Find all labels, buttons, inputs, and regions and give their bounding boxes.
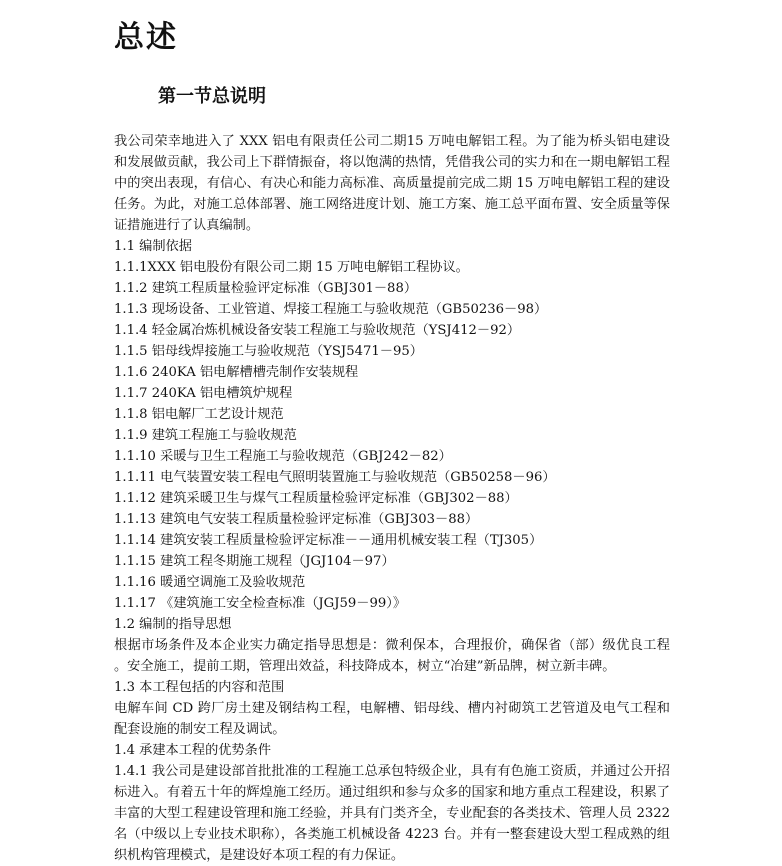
basis-item: 1.1.9 建筑工程施工与验收规范 [114, 428, 297, 443]
basis-item: 1.1.4 轻金属冶炼机械设备安装工程施工与验收规范（YSJ412－92） [114, 323, 521, 338]
chapter-title: 总述 [114, 20, 178, 55]
scope-paragraph: 电解车间 CD 跨厂房土建及钢结构工程，电解槽、铝母线、槽内衬砌筑工艺管道及电气工程和配套设施的制安工程及调试。 [114, 701, 670, 737]
basis-item: 1.1.15 建筑工程冬期施工规程（JGJ104－97） [114, 554, 395, 569]
basis-item: 1.1.8 铝电解厂工艺设计规范 [114, 407, 284, 422]
advantage-paragraph: 1.4.1 我公司是建设部首批批准的工程施工总承包特级企业，具有有色施工资质，并通过公开招标进入。有着五十年的辉煌施工经历。通过组织和参与众多的国家和地方重点工程建设，积累了丰富的大型工程建设管理和施工经验，并具有门类齐全，专业配套的各类技术、管理人员 2322 名（中级以上专业技术职称），各类施工机械设备 4223 台。并有一整套建设大型工程成熟的组织机构管理模式，是建设好本项工程的有力保证。 [114, 764, 670, 863]
basis-item: 1.1.1XXX 铝电股份有限公司二期 15 万吨电解铝工程协议。 [114, 260, 469, 275]
basis-item: 1.1.14 建筑安装工程质量检验评定标准－－通用机械安装工程（TJ305） [114, 533, 543, 548]
basis-item: 1.1.5 铝母线焊接施工与验收规范（YSJ5471－95） [114, 344, 423, 359]
section-title: 第一节总说明 [158, 86, 266, 107]
basis-item: 1.1.7 240KA 铝电槽筑炉规程 [114, 386, 293, 401]
heading-1-4: 1.4 承建本工程的优势条件 [114, 743, 272, 758]
heading-1-3: 1.3 本工程包括的内容和范围 [114, 680, 285, 695]
intro-paragraph: 我公司荣幸地进入了 XXX 铝电有限责任公司二期15 万吨电解铝工程。为了能为桥头铝电建设和发展做贡献，我公司上下群情振奋，将以饱满的热情，凭借我公司的实力和在一期电解铝工程中的突出表现，有信心、有决心和能力高标准、高质量提前完成二期 15 万吨电解铝工程的建设任务。为此，对施工总体部署、施工网络进度计划、施工方案、施工总平面布置、安全质量等保证措施进行了认真编制。 [114, 134, 670, 233]
basis-item: 1.1.13 建筑电气安装工程质量检验评定标准（GBJ303－88） [114, 512, 479, 527]
basis-item: 1.1.6 240KA 铝电解槽槽壳制作安装规程 [114, 365, 359, 380]
basis-item: 1.1.12 建筑采暖卫生与煤气工程质量检验评定标准（GBJ302－88） [114, 491, 518, 506]
heading-1-2: 1.2 编制的指导思想 [114, 617, 232, 632]
document-body [114, 131, 670, 866]
basis-item: 1.1.16 暖通空调施工及验收规范 [114, 575, 306, 590]
basis-item: 1.1.11 电气装置安装工程电气照明装置施工与验收规范（GB50258－96） [114, 470, 556, 485]
basis-item: 1.1.3 现场设备、工业管道、焊接工程施工与验收规范（GB50236－98） [114, 302, 548, 317]
guiding-paragraph: 根据市场条件及本企业实力确定指导思想是：微利保本，合理报价，确保省（部）级优良工程 。安全施工，提前工期，管理出效益，科技降成本，树立“冶建”新品牌，树立新丰碑。 [114, 638, 670, 674]
basis-item: 1.1.10 采暖与卫生工程施工与验收规范（GBJ242－82） [114, 449, 452, 464]
basis-item: 1.1.2 建筑工程质量检验评定标准（GBJ301－88） [114, 281, 418, 296]
basis-item: 1.1.17 《建筑施工安全检查标准（JGJ59－99）》 [114, 596, 407, 611]
heading-1-1: 1.1 编制依据 [114, 239, 192, 254]
